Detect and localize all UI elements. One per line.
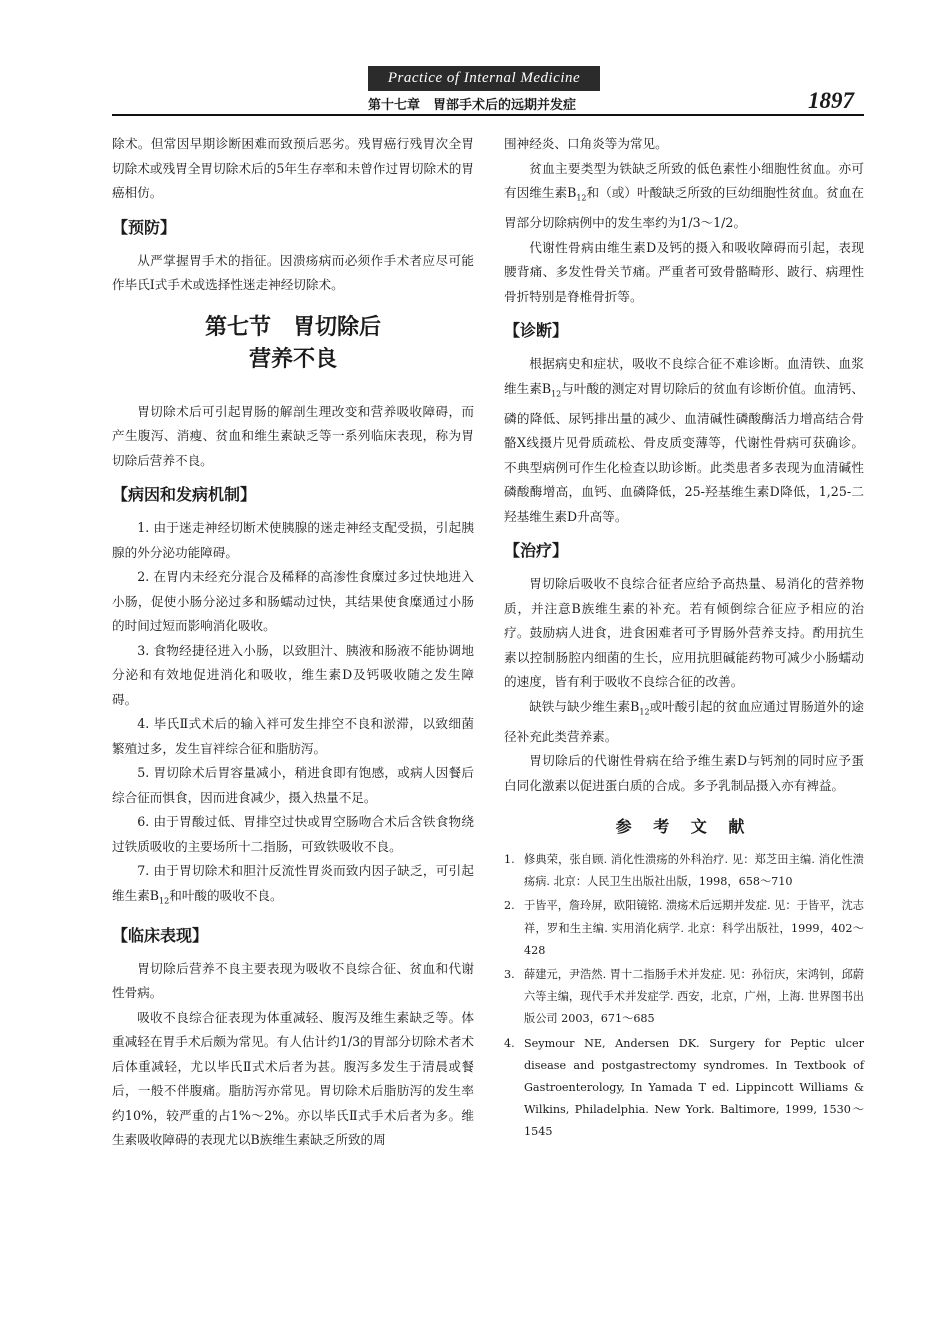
cause-item-1: 1. 由于迷走神经切断术使胰腺的迷走神经支配受损，引起胰腺的外分泌功能障碍。 <box>112 520 474 560</box>
clinical-paragraph-1: 胃切除后营养不良主要表现为吸收不良综合征、贫血和代谢性骨病。 <box>112 960 474 1001</box>
references-heading: 参 考 文 献 <box>615 817 753 837</box>
section-intro-paragraph: 胃切除术后可引起胃肠的解剖生理改变和营养吸收障碍，而产生腹泻、消瘦、贫血和维生素缺乏等一系列临床表现，称为胃切除后营养不良。 <box>112 403 474 468</box>
treatment-paragraph-2: 缺铁与缺少维生素$B_{12}$或叶酸引起的贫血应通过胃肠道外的途径补充此类营养素。 <box>504 698 864 744</box>
chapter-title: 第十七章 胃部手术后的远期并发症 <box>368 98 577 113</box>
section-title-line1: 第七节 胃切除后 <box>204 314 381 340</box>
anemia-paragraph: 贫血主要类型为铁缺乏所致的低色素性小细胞性贫血。亦可有因维生素$B_{12}$和（或）叶酸缺乏所致的巨幼细胞性贫血。贫血在胃部分切除病例中的发生率约为1/3～1/2。 <box>504 160 864 231</box>
cause-item-2: 2. 在胃内未经充分混合及稀释的高渗性食糜过多过快地进入小肠，促使小肠分泌过多和肠蠕动过快，其结果使食糜通过小肠的时间过短而影响消化吸收。 <box>112 569 474 633</box>
cause-item-6: 6. 由于胃酸过低、胃排空过快或胃空肠吻合术后含铁食物绕过铁质吸收的主要场所十二指肠，可致铁吸收不良。 <box>112 814 474 854</box>
reference-item: 2. 于皆平，詹玲屏，欧阳镜铭. 溃疡术后远期并发症. 见：于皆平，沈志祥，罗和生主编. 实用消化病学. 北京：科学出版社，1999，402～428 <box>504 899 864 957</box>
diagnosis-heading: 【诊断】 <box>504 321 569 341</box>
right-column <box>504 132 864 1146</box>
bone-disease-paragraph: 代谢性骨病由维生素D及钙的摄入和吸收障碍而引起，表现腰背痛、多发性骨关节痛。严重者可致骨骼畸形、跛行、病理性骨折特别是脊椎骨折等。 <box>504 239 864 304</box>
diagnosis-paragraph: 根据病史和症状，吸收不良综合征不难诊断。血清铁、血浆维生素$B_{12}$与叶酸的测定对胃切除后的贫血有诊断价值。血清钙、磷的降低、尿钙排出量的减少、血清碱性磷酸酶活力增高结合骨骼X线摄片见骨质疏松、骨皮质变薄等，代谢性骨病可获确诊。不典型病例可作生化检查以助诊断。此类患者多表现为血清碱性磷酸酶增高，血钙、血磷降低，25-羟基维生素D降低，1,25-二羟基维生素D升高等。 <box>504 356 864 524</box>
clinical-heading: 【临床表现】 <box>112 925 209 945</box>
reference-item: 4. Seymour NE, Andersen DK. Surgery for Peptic ulcer disease and postgastrectomy syndromes. In Textbook of Gastroenterology, In Yamada T ed. Lippincott Williams & Wilkins, Philadelphia. New York. Baltimore, 1999, 1530～1545 <box>504 1036 864 1139</box>
intro-paragraph: 除术。但常因早期诊断困难而致预后恶劣。残胃癌行残胃次全胃切除术或残胃全胃切除术后的5年生存率和未曾作过胃切除术的胃癌相仿。 <box>112 136 474 200</box>
treatment-heading: 【治疗】 <box>504 541 569 561</box>
journal-banner: Practice of Internal Medicine <box>368 66 600 91</box>
continuation-paragraph: 围神经炎、口角炎等为常见。 <box>504 136 668 151</box>
prevention-paragraph: 从严掌握胃手术的指征。因溃疡病而必须作手术者应尽可能作毕氏Ⅰ式手术或选择性迷走神经切除术。 <box>112 252 474 292</box>
cause-item-3: 3. 食物经捷径进入小肠，以致胆汁、胰液和肠液不能协调地分泌和有效地促进消化和吸收，维生素D及钙吸收随之发生障碍。 <box>112 642 474 707</box>
prevention-heading: 【预防】 <box>112 217 177 237</box>
clinical-paragraph-2: 吸收不良综合征表现为体重减轻、腹泻及维生素缺乏等。体重减轻在胃手术后颇为常见。有人估计约1/3的胃部分切除术者术后体重减轻，尤以毕氏Ⅱ式术后者为甚。腹泻多发生于清晨或餐后，一般不伴腹痛。脂肪泻亦常见。胃切除术后脂肪泻的发生率约10%，较严重的占1%～2%。亦以毕氏Ⅱ式手术后者为多。维生素吸收障碍的表现尤以B族维生素缺乏所致的周 <box>112 1009 474 1148</box>
treatment-paragraph-1: 胃切除后吸收不良综合征者应给予高热量、易消化的营养物质，并注意B族维生素的补充。若有倾倒综合征应予相应的治疗。鼓励病人进食，进食困难者可予胃肠外营养支持。酌用抗生素以控制肠腔内细菌的生长，应用抗胆碱能药物可减少小肠蠕动的速度，皆有利于吸收不良综合征的改善。 <box>504 576 864 690</box>
etiology-heading: 【病因和发病机制】 <box>112 485 257 504</box>
cause-item-7: 7. 由于胃切除术和胆汁反流性胃炎而致内因子缺乏，可引起维生素$B_{12}$和叶酸的吸收不良。 <box>112 863 474 906</box>
left-column <box>112 132 474 1153</box>
page-number: 1897 <box>808 88 854 113</box>
cause-item-5: 5. 胃切除术后胃容量减小，稍进食即有饱感，或病人因餐后综合征而惧食，因而进食减少，摄入热量不足。 <box>112 765 474 805</box>
reference-list <box>504 849 864 1144</box>
section-title-line2: 营养不良 <box>248 346 337 372</box>
header-rule <box>112 114 864 116</box>
reference-item: 3. 薛建元，尹浩然. 胃十二指肠手术并发症. 见：孙衍庆，宋鸿钊，邱蔚六等主编，现代手术并发症学. 西安，北京，广州，上海. 世界图书出版公司 2003，671～685 <box>504 968 864 1026</box>
cause-item-4: 4. 毕氏Ⅱ式术后的输入袢可发生排空不良和淤滞，以致细菌繁殖过多，发生盲袢综合征和脂肪泻。 <box>112 716 474 756</box>
treatment-paragraph-3: 胃切除后的代谢性骨病在给予维生素D与钙剂的同时应予蛋白同化激素以促进蛋白质的合成。多予乳制品摄入亦有裨益。 <box>504 753 864 793</box>
reference-item: 1. 修典荣，张自顾. 消化性溃疡的外科治疗. 见：郑芝田主编. 消化性溃疡病. 北京：人民卫生出版社出版，1998，658～710 <box>504 853 864 889</box>
section-title <box>112 312 474 376</box>
